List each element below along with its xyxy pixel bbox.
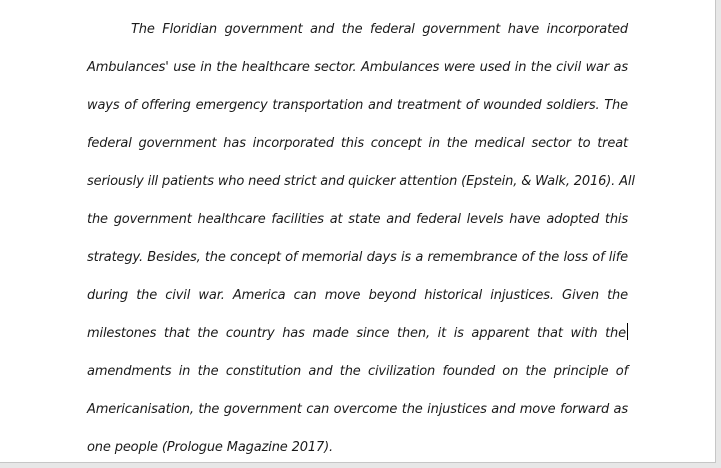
paragraph-line: federal government has incorporated this concept in the medical sector to treat	[87, 136, 628, 151]
paragraph-line: amendments in the constitution and the civilization founded on the principle of	[87, 364, 628, 379]
paragraph-line: during the civil war. America can move beyond historical injustices. Given the	[87, 288, 628, 303]
paragraph-line: seriously ill patients who need strict and quicker attention (Epstein, & Walk, 2016). All	[87, 174, 635, 189]
paragraph-line: Americanisation, the government can overcome the injustices and move forward as	[87, 402, 628, 417]
text-cursor	[627, 323, 628, 340]
paragraph[interactable]	[87, 11, 635, 463]
paragraph-line: The Floridian government and the federal government have incorporated	[131, 22, 628, 37]
paragraph-line-with-caret	[87, 315, 628, 353]
paragraph-line: Ambulances' use in the healthcare sector. Ambulances were used in the civil war as	[87, 60, 628, 75]
paragraph-line: one people (Prologue Magazine 2017).	[87, 440, 334, 455]
paragraph-line-text: milestones that the country has made since then, it is apparent that with the	[87, 326, 626, 341]
paragraph-line: the government healthcare facilities at state and federal levels have adopted this	[87, 212, 628, 227]
paragraph-line: ways of offering emergency transportation and treatment of wounded soldiers. The	[87, 98, 628, 113]
paragraph-line: strategy. Besides, the concept of memorial days is a remembrance of the loss of life	[87, 250, 628, 265]
